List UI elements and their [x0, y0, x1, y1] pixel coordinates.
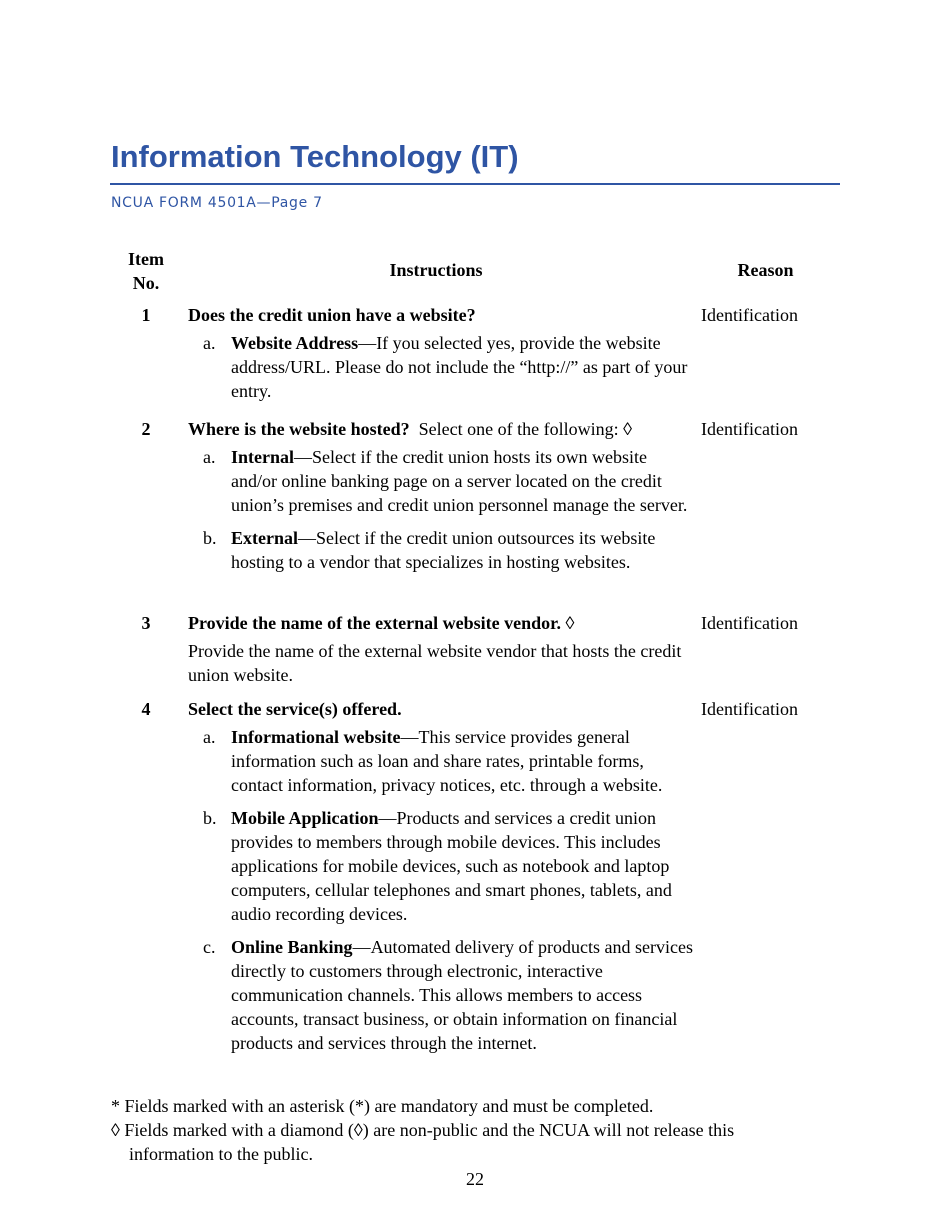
form-subtitle: NCUA FORM 4501A—Page 7 [111, 195, 323, 211]
sub-item-term: Website Address [231, 333, 359, 353]
column-header-item-line2: No. [132, 273, 160, 293]
item-number: 2 [141, 419, 151, 439]
footnote-diamond-continued: information to the public. [129, 1144, 313, 1164]
reason-cell: Identification [701, 305, 798, 325]
sub-item [188, 445, 693, 517]
item-number: 4 [141, 699, 151, 719]
sub-item-text: —Select if the credit union hosts its own website and/or online banking page on a server located on the credit union’s premises and credit union personnel manage the server. [231, 447, 688, 515]
sub-item-text: —If you selected yes, provide the website address/URL. Please do not include the “http://” as part of your entry. [231, 333, 688, 401]
sub-item-label: b. [203, 528, 217, 548]
sub-item [188, 526, 693, 574]
reason-cell: Identification [701, 419, 798, 439]
item-description: Provide the name of the external website vendor that hosts the credit union website. [188, 641, 682, 685]
sub-item-label: a. [203, 727, 216, 747]
sub-item [188, 725, 693, 797]
sub-item-label: b. [203, 808, 217, 828]
page-number: 22 [466, 1169, 484, 1189]
page-title: Information Technology (IT) [111, 139, 519, 174]
sub-item-term: Mobile Application [231, 808, 379, 828]
sub-item-term: Internal [231, 447, 294, 467]
sub-item-text: —This service provides general information such as loan and share rates, printable forms, contact information, privacy notices, etc. through a website. [231, 727, 663, 795]
item-number: 1 [141, 305, 151, 325]
sub-item-text: —Products and services a credit union provides to members through mobile devices. This includes applications for mobile devices, such as notebook and laptop computers, cellular telephones and smart phones, tablets, and audio recording devices. [231, 808, 672, 924]
item-question: Does the credit union have a website? [188, 305, 476, 325]
item-question: Select the service(s) offered. [188, 699, 402, 719]
column-header-reason: Reason [737, 260, 794, 280]
title-divider [110, 183, 840, 185]
instructions-cell [188, 303, 693, 403]
column-header-instructions: Instructions [389, 260, 483, 280]
footnotes [111, 1094, 811, 1166]
sub-item-term: Informational website [231, 727, 401, 747]
instructions-cell [188, 417, 693, 574]
reason-cell: Identification [701, 699, 798, 719]
sub-item [188, 806, 693, 926]
sub-item-text: —Select if the credit union outsources its website hosting to a vendor that specializes in hosting websites. [231, 528, 656, 572]
footnote-diamond: ◊ Fields marked with a diamond (◊) are non-public and the NCUA will not release this [111, 1120, 735, 1140]
sub-item-term: Online Banking [231, 937, 353, 957]
sub-item-term: External [231, 528, 298, 548]
item-question-bold: Where is the website hosted? [188, 419, 410, 439]
footnote-asterisk: * Fields marked with an asterisk (*) are mandatory and must be completed. [111, 1096, 654, 1116]
sub-item [188, 935, 693, 1055]
sub-item-text: —Automated delivery of products and services directly to customers through electronic, interactive communication channels. This allows members to access accounts, transact business, or obtain information on financial products and services through the internet. [231, 937, 693, 1053]
sub-item-label: a. [203, 333, 216, 353]
sub-item-label: a. [203, 447, 216, 467]
column-header-item-line1: Item [128, 249, 164, 269]
item-question [188, 417, 693, 441]
sub-item [188, 331, 693, 403]
column-header-item-no [116, 247, 176, 295]
sub-item-label: c. [203, 937, 216, 957]
item-number: 3 [141, 613, 151, 633]
item-question: Provide the name of the external website vendor. ◊ [188, 613, 575, 633]
instructions-cell [188, 697, 693, 1055]
instructions-cell [188, 611, 693, 687]
item-question-extra: Select one of the following: ◊ [409, 419, 633, 439]
reason-cell: Identification [701, 613, 798, 633]
